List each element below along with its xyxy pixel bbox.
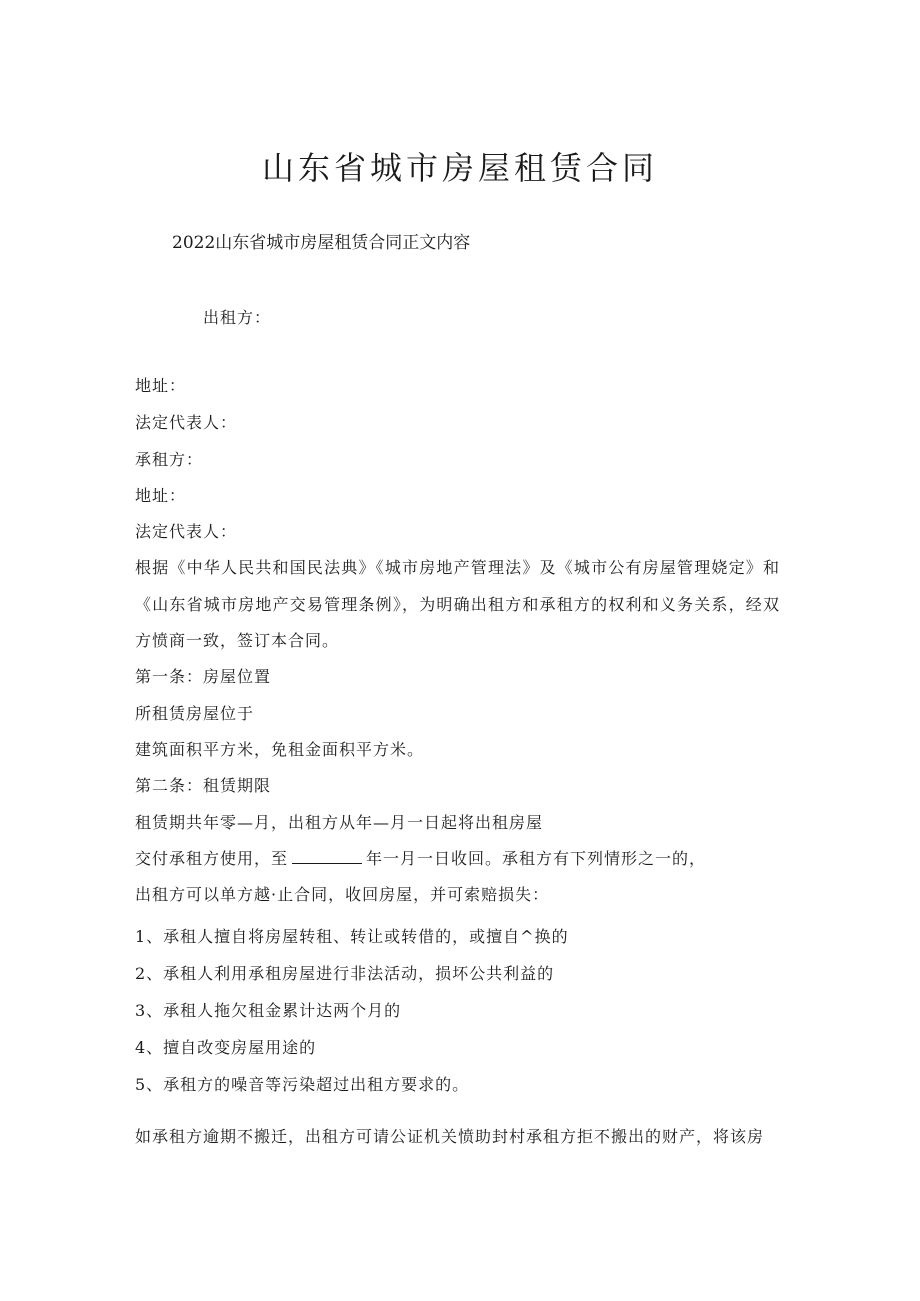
document-title: 山东省城市房屋租赁合同 bbox=[261, 149, 658, 187]
section-heading: 第二条：租赁期限 bbox=[135, 776, 272, 795]
list-item: 3、承租人拖欠租金累计达两个月的 bbox=[135, 1001, 402, 1020]
delivery-suffix: 年一月一日收回。承租方有下列情形之一的， bbox=[366, 849, 707, 868]
list-item: 4、擅自改变房屋用途的 bbox=[135, 1038, 317, 1057]
list-item: 2、承租人利用承租房屋进行非法活动，损坏公共利益的 bbox=[135, 964, 555, 983]
blank-underline bbox=[292, 849, 362, 864]
text-line: 《山东省城市房地产交易管理条例》，为明确出租方和承租方的权利和义务关系，经双 bbox=[135, 595, 779, 614]
text-line: 所租赁房屋位于 bbox=[135, 704, 255, 723]
lessor-label: 出租方： bbox=[203, 308, 272, 327]
text-line: 方愤商一致，签订本合同。 bbox=[135, 631, 340, 650]
text-line: 建筑面积平方米，免租金面积平方米。 bbox=[135, 740, 425, 759]
list-item: 1、承租人擅自将房屋转租、转让或转借的，或擅自^换的 bbox=[135, 927, 569, 946]
text-line: 出租方可以单方越·止合同，收回房屋，并可索赔损失： bbox=[135, 885, 550, 904]
text-line: 法定代表人： bbox=[135, 413, 238, 432]
text-line: 根据《中华人民共和国民法典》《城市房地产管理法》及《城市公有房屋管理娆定》和 bbox=[135, 558, 779, 577]
section-heading: 第一条：房屋位置 bbox=[135, 667, 272, 686]
text-line: 租赁期共年零—月，出租方从年—月一日起将出租房屋 bbox=[135, 813, 544, 832]
delivery-line bbox=[135, 847, 706, 871]
text-line: 如承租方逾期不搬迁，出租方可请公证机关愤助封村承租方拒不搬出的财产，将该房 bbox=[135, 1127, 765, 1146]
text-line: 承租方： bbox=[135, 450, 204, 469]
delivery-prefix: 交付承租方使用，至 bbox=[135, 849, 289, 868]
list-item: 5、承租方的噪音等污染超过出租方要求的。 bbox=[135, 1075, 470, 1094]
text-line: 法定代表人： bbox=[135, 522, 238, 541]
text-line: 地址： bbox=[135, 486, 187, 505]
text-line: 地址： bbox=[135, 376, 187, 395]
document-subtitle: 2022山东省城市房屋租赁合同正文内容 bbox=[172, 233, 471, 253]
